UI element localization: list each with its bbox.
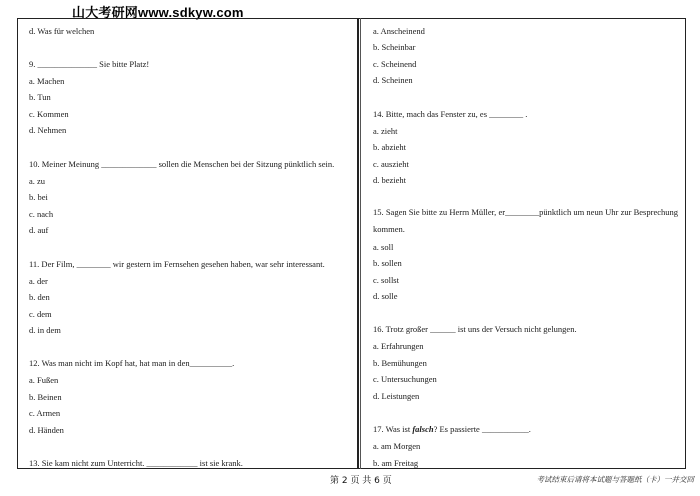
q16-option-d: d. Leistungen bbox=[373, 391, 420, 401]
brand-chinese: 山大考研网 bbox=[72, 6, 139, 21]
q15-option-a: a. soll bbox=[373, 242, 394, 252]
q16-option-c: c. Untersuchungen bbox=[373, 374, 437, 384]
q15-stem: 15. Sagen Sie bitte zu Herrn Müller, er________pünktlich um neun Uhr zur Besprechung kommen. bbox=[373, 207, 678, 234]
q15-option-c: c. sollst bbox=[373, 275, 399, 285]
q8-option-d: d. Was für welchen bbox=[29, 26, 95, 36]
footer-instruction: 考试结束后请将本试题与答题纸（卡）一并交回 bbox=[536, 475, 694, 484]
q12-option-c: c. Armen bbox=[29, 408, 61, 418]
q10-stem: 10. Meiner Meinung _____________ sollen die Menschen bei der Sitzung pünktlich sein. bbox=[29, 159, 335, 169]
column-divider bbox=[357, 18, 359, 469]
q10-option-c: c. nach bbox=[29, 209, 54, 219]
q10-option-a: a. zu bbox=[29, 176, 46, 186]
q9-option-c: c. Kommen bbox=[29, 109, 69, 119]
q14-option-d: d. bezieht bbox=[373, 175, 407, 185]
q12-stem: 12. Was man nicht im Kopf hat, hat man in den__________. bbox=[29, 358, 235, 368]
brand-url: www.sdkyw.com bbox=[138, 5, 244, 20]
q16-option-b: b. Bemühungen bbox=[373, 358, 427, 368]
exam-page-frame bbox=[17, 18, 686, 469]
q14-stem: 14. Bitte, mach das Fenster zu, es ________ . bbox=[373, 109, 528, 119]
page-number: 第 2 页 共 6 页 bbox=[330, 476, 392, 486]
q16-stem: 16. Trotz großer ______ ist uns der Versuch nicht gelungen. bbox=[373, 324, 577, 334]
q13-option-c: c. Scheinend bbox=[373, 59, 417, 69]
q17-stem-start: 17. Was ist bbox=[373, 424, 413, 434]
q14-option-b: b. abzieht bbox=[373, 142, 407, 152]
q11-option-b: b. den bbox=[29, 292, 50, 302]
q11-stem: 11. Der Film, ________ wir gestern im Fernsehen gesehen haben, war sehr interessant. bbox=[29, 259, 325, 269]
q17-stem-end: ? Es passierte ___________. bbox=[433, 424, 531, 434]
q9-option-b: b. Tun bbox=[29, 92, 51, 102]
q14-option-a: a. zieht bbox=[373, 126, 398, 136]
q13-option-b: b. Scheinbar bbox=[373, 42, 416, 52]
q12-option-a: a. Fußen bbox=[29, 375, 59, 385]
q16-option-a: a. Erfahrungen bbox=[373, 341, 424, 351]
q17-option-b: b. am Freitag bbox=[373, 458, 419, 468]
q15-option-d: d. solle bbox=[373, 291, 398, 301]
q10-option-d: d. auf bbox=[29, 225, 49, 235]
q15-option-b: b. sollen bbox=[373, 258, 402, 268]
q17-option-a: a. am Morgen bbox=[373, 441, 421, 451]
q12-option-d: d. Händen bbox=[29, 425, 64, 435]
q14-option-c: c. auszieht bbox=[373, 159, 409, 169]
q17-stem-emphasis: falsch bbox=[412, 424, 434, 434]
q9-stem: 9. ______________ Sie bitte Platz! bbox=[29, 59, 150, 69]
q13-option-a: a. Anscheinend bbox=[373, 26, 425, 36]
q9-option-d: d. Nehmen bbox=[29, 125, 67, 135]
q10-option-b: b. bei bbox=[29, 192, 48, 202]
q13-option-d: d. Scheinen bbox=[373, 75, 413, 85]
q11-option-d: d. in dem bbox=[29, 325, 61, 335]
q17-stem bbox=[373, 425, 531, 434]
q9-option-a: a. Machen bbox=[29, 76, 65, 86]
q13-stem: 13. Sie kam nicht zum Unterricht. ____________ ist sie krank. bbox=[29, 458, 243, 468]
q12-option-b: b. Beinen bbox=[29, 392, 62, 402]
q11-option-a: a. der bbox=[29, 276, 48, 286]
q11-option-c: c. dem bbox=[29, 309, 52, 319]
